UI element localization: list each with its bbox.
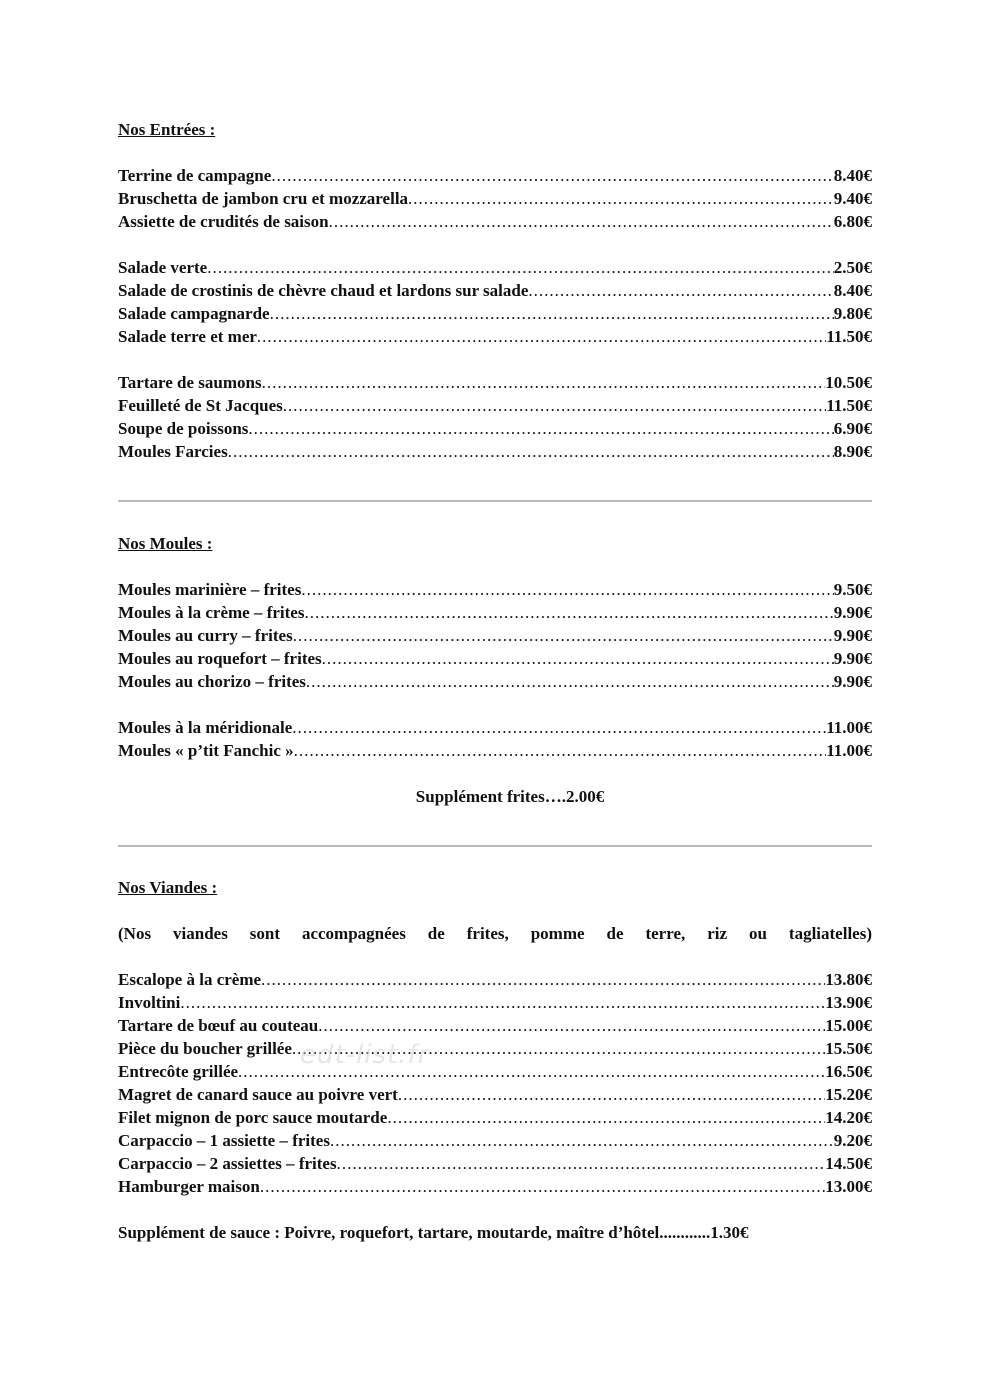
menu-item: Hamburger maison ..... 13.00€ — [118, 1175, 872, 1198]
menu-item: Soupe de poissons ..... 6.90€ — [118, 417, 872, 440]
watermark-text: edt-list.fr — [300, 1040, 430, 1070]
sauce-supplement: Supplément de sauce : Poivre, roquefort, tartare, moutarde, maître d’hôtel............1.30€ — [118, 1223, 749, 1242]
menu-item: Moules à la méridionale ..... 11.00€ — [118, 716, 872, 739]
menu-item: Entrecôte grillée ..... 16.50€ — [118, 1060, 872, 1083]
section-title-viandes: Nos Viandes : — [118, 878, 218, 897]
menu-item: Moules au chorizo – frites ..... 9.90€ — [118, 670, 872, 693]
menu-item: Moules au roquefort – frites ..... 9.90€ — [118, 647, 872, 670]
section-title-entrees: Nos Entrées : — [118, 120, 216, 139]
section-title-moules: Nos Moules : — [118, 534, 213, 553]
menu-item: Terrine de campagne ..... 8.40€ — [118, 164, 872, 187]
viandes-note: (Nos viandes sont accompagnées de frites, pomme de terre, riz ou tagliatelles) — [118, 924, 872, 943]
menu-item: Carpaccio – 1 assiette – frites ..... 9.20€ — [118, 1129, 872, 1152]
menu-item: Tartare de saumons ..... 10.50€ — [118, 371, 872, 394]
menu-item: Salade terre et mer ..... 11.50€ — [118, 325, 872, 348]
menu-item: Moules au curry – frites ..... 9.90€ — [118, 624, 872, 647]
menu-item: Moules Farcies ..... 8.90€ — [118, 440, 872, 463]
menu-item: Filet mignon de porc sauce moutarde ..... 14.20€ — [118, 1106, 872, 1129]
menu-item: Carpaccio – 2 assiettes – frites ..... 14.50€ — [118, 1152, 872, 1175]
section-entrees — [118, 118, 872, 463]
menu-item: Involtini ..... 13.90€ — [118, 991, 872, 1014]
menu-item: Assiette de crudités de saison ..... 6.80€ — [118, 210, 872, 233]
supplement-frites: Supplément frites….2.00€ — [415, 787, 605, 806]
menu-item: Feuilleté de St Jacques ..... 11.50€ — [118, 394, 872, 417]
moules-group-1 — [118, 578, 872, 693]
section-viandes — [118, 876, 872, 1244]
viandes-items — [118, 968, 872, 1198]
entrees-group-3 — [118, 371, 872, 463]
menu-item: Moules marinière – frites ..... 9.50€ — [118, 578, 872, 601]
menu-item: Pièce du boucher grillée ..... 15.50€ — [118, 1037, 872, 1060]
menu-item: Bruschetta de jambon cru et mozzarella ..... 9.40€ — [118, 187, 872, 210]
section-divider — [118, 500, 872, 502]
moules-group-2 — [118, 716, 872, 762]
menu-item: Moules à la crème – frites ..... 9.90€ — [118, 601, 872, 624]
menu-item: Moules « p’tit Fanchic » ..... 11.00€ — [118, 739, 872, 762]
menu-item: Escalope à la crème ..... 13.80€ — [118, 968, 872, 991]
section-moules — [118, 532, 872, 808]
entrees-group-2 — [118, 256, 872, 348]
entrees-group-1 — [118, 164, 872, 233]
menu-page — [118, 0, 872, 1400]
menu-item: Salade campagnarde ..... 9.80€ — [118, 302, 872, 325]
section-divider — [118, 845, 872, 847]
menu-item: Magret de canard sauce au poivre vert ..... 15.20€ — [118, 1083, 872, 1106]
menu-item: Tartare de bœuf au couteau ..... 15.00€ — [118, 1014, 872, 1037]
menu-item: Salade verte ..... 2.50€ — [118, 256, 872, 279]
menu-item: Salade de crostinis de chèvre chaud et lardons sur salade ..... 8.40€ — [118, 279, 872, 302]
